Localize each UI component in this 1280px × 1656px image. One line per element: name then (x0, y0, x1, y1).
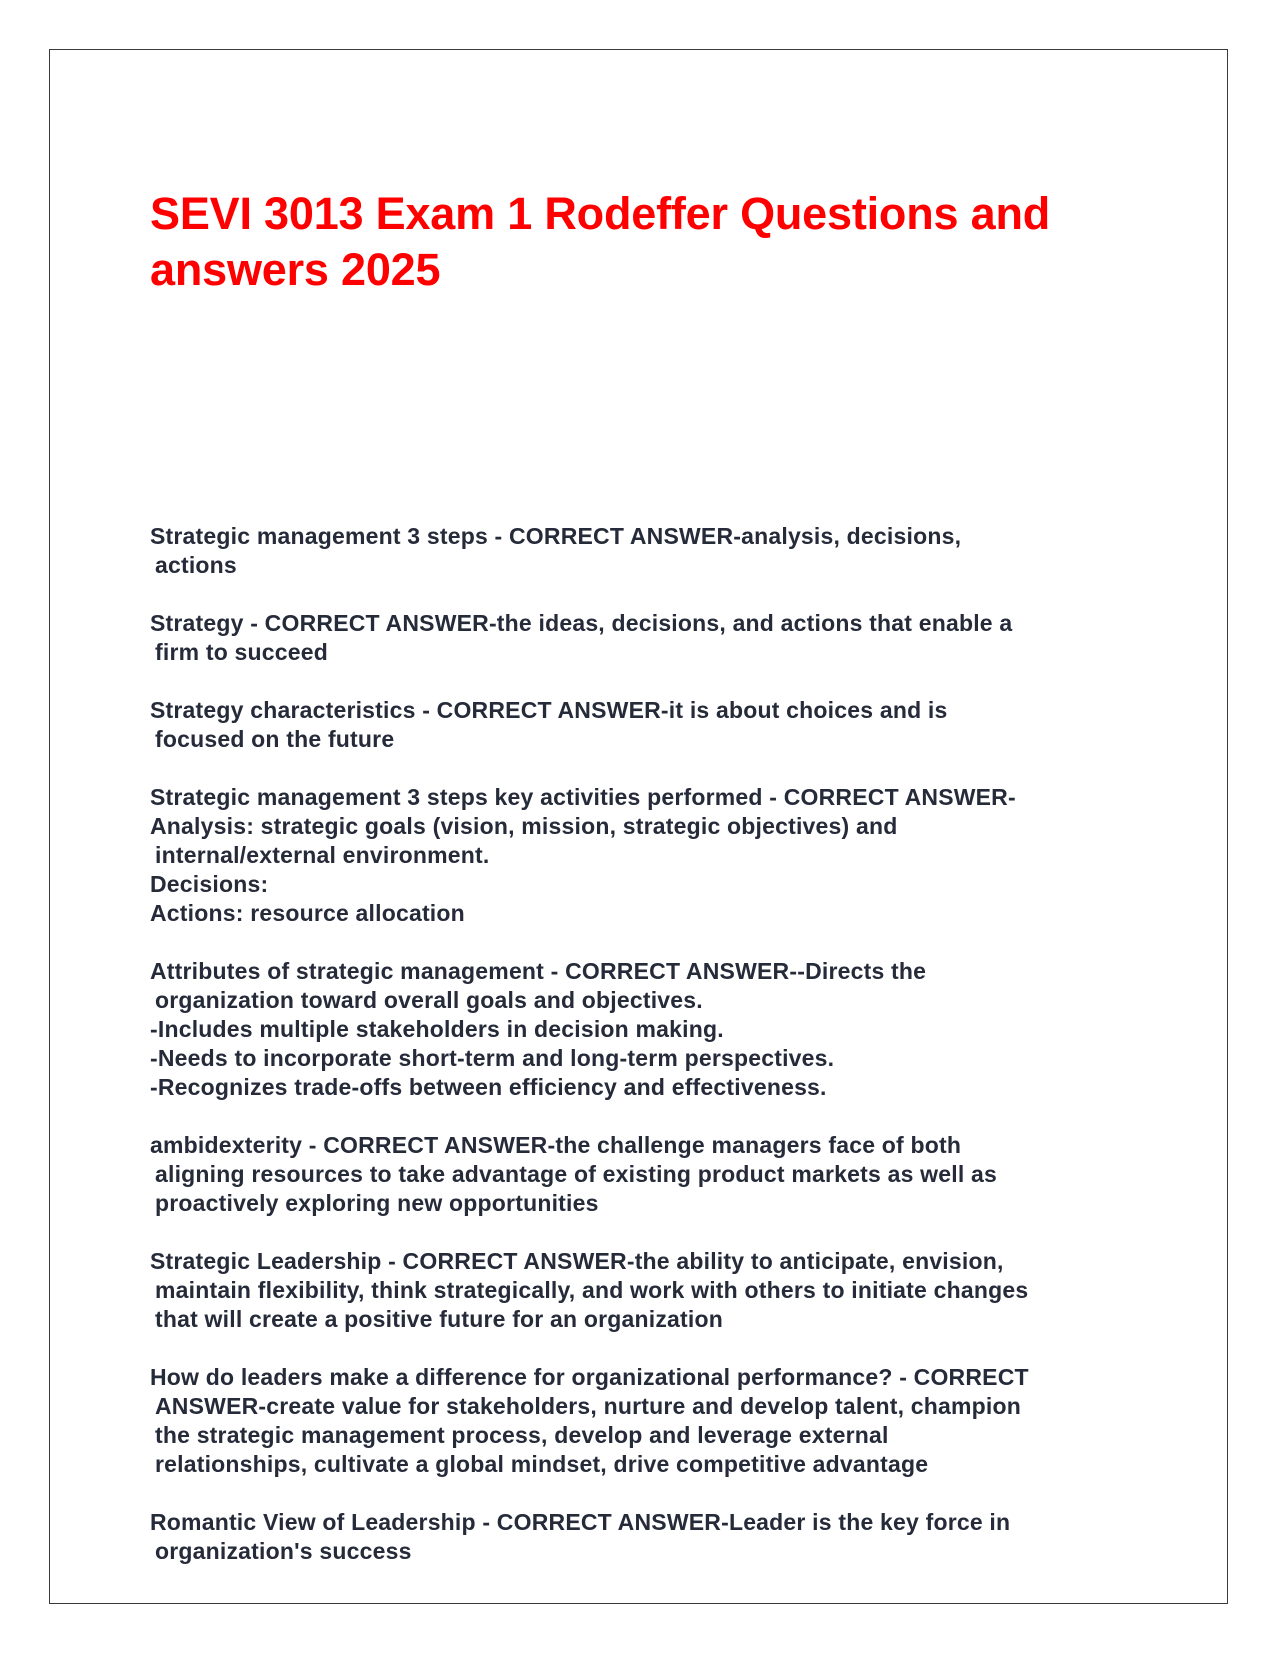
qa-entry (150, 696, 1150, 754)
qa-line: relationships, cultivate a global mindset, drive competitive advantage (155, 1451, 929, 1477)
qa-entry (150, 609, 1150, 667)
qa-line: focused on the future (155, 726, 395, 752)
qa-entry (150, 783, 1150, 928)
qa-line: firm to succeed (155, 639, 328, 665)
qa-line: Strategic management 3 steps - CORRECT ANSWER-analysis, decisions, (150, 523, 962, 549)
qa-line: that will create a positive future for an organization (155, 1306, 723, 1332)
qa-entry (150, 1363, 1150, 1479)
qa-line: aligning resources to take advantage of existing product markets as well as (155, 1161, 997, 1187)
qa-line: Attributes of strategic management - CORRECT ANSWER--Directs the (150, 958, 927, 984)
qa-line: maintain flexibility, think strategically, and work with others to initiate changes (155, 1277, 1029, 1303)
qa-line: organization's success (155, 1538, 412, 1564)
title-line-1: SEVI 3013 Exam 1 Rodeffer Questions and (150, 188, 1051, 239)
qa-line: -Includes multiple stakeholders in decision making. (150, 1016, 724, 1042)
qa-entry (150, 1247, 1150, 1334)
qa-line: ambidexterity - CORRECT ANSWER-the challenge managers face of both (150, 1132, 962, 1158)
qa-line: Analysis: strategic goals (vision, mission, strategic objectives) and (150, 813, 898, 839)
qa-entry (150, 1131, 1150, 1218)
title-line-2: answers 2025 (150, 244, 441, 295)
qa-line: organization toward overall goals and objectives. (155, 987, 703, 1013)
qa-line: Strategy characteristics - CORRECT ANSWER-it is about choices and is (150, 697, 948, 723)
qa-line: How do leaders make a difference for organizational performance? - CORRECT (150, 1364, 1029, 1390)
qa-line: Romantic View of Leadership - CORRECT ANSWER-Leader is the key force in (150, 1509, 1011, 1535)
qa-line: actions (155, 552, 237, 578)
qa-line: -Needs to incorporate short-term and long-term perspectives. (150, 1045, 835, 1071)
qa-line: Strategy - CORRECT ANSWER-the ideas, decisions, and actions that enable a (150, 610, 1013, 636)
qa-line: proactively exploring new opportunities (155, 1190, 599, 1216)
qa-list (150, 522, 1150, 1595)
qa-entry (150, 1508, 1150, 1566)
qa-line: ANSWER-create value for stakeholders, nurture and develop talent, champion (155, 1393, 1021, 1419)
qa-line: Strategic management 3 steps key activities performed - CORRECT ANSWER- (150, 784, 1016, 810)
document-title (150, 186, 1150, 298)
qa-entry (150, 522, 1150, 580)
qa-line: Actions: resource allocation (150, 900, 465, 926)
qa-line: Strategic Leadership - CORRECT ANSWER-the ability to anticipate, envision, (150, 1248, 1004, 1274)
qa-line: -Recognizes trade-offs between efficiency and effectiveness. (150, 1074, 827, 1100)
qa-line: the strategic management process, develop and leverage external (155, 1422, 889, 1448)
qa-line: Decisions: (150, 871, 269, 897)
qa-line: internal/external environment. (155, 842, 490, 868)
qa-entry (150, 957, 1150, 1102)
